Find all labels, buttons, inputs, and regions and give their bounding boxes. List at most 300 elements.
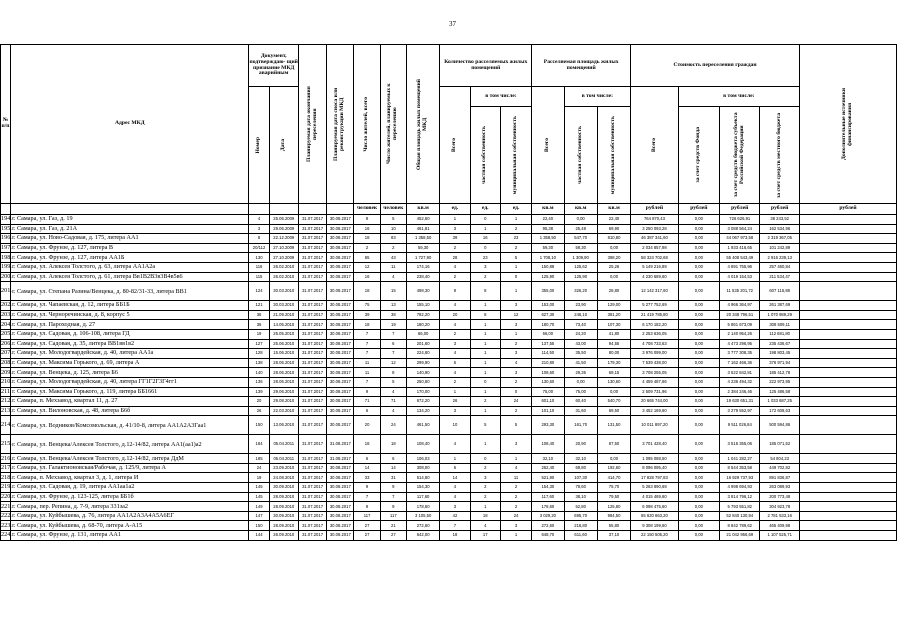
row-residents-total: 11 xyxy=(354,368,380,378)
row-area-total: 154,30 xyxy=(532,483,564,493)
row-demolition-date: 31.08.2017 xyxy=(327,454,354,464)
row-address: г. Самара, ул. Максима Горького, д. 69, литера А xyxy=(11,358,249,368)
row-area-municipal: 55,80 xyxy=(597,521,630,531)
table-row xyxy=(1,224,897,234)
row-cost-local: 261 387,69 xyxy=(760,301,799,311)
row-area-municipal: 79,50 xyxy=(597,492,630,502)
row-rooms-private: 1 xyxy=(470,301,500,311)
row-residents-total: 18 xyxy=(354,435,380,454)
row-doc-number: 4 xyxy=(249,215,269,225)
row-area-total: 59,30 xyxy=(532,243,564,253)
row-rooms-private: 2 xyxy=(470,272,500,282)
row-doc-date: 29.06.2009 xyxy=(269,224,298,234)
col-header-rooms-municipal xyxy=(500,107,531,204)
row-residents-planned: 27 xyxy=(380,531,406,541)
row-address: г. Самара, ул. Венцека, д. 125, литера Б6 xyxy=(11,368,249,378)
row-total-area: 272,60 xyxy=(406,521,439,531)
col-header-total-area-text: Общая площадь жилых помещений МКД xyxy=(416,78,429,170)
row-residents-planned: 7 xyxy=(380,349,406,359)
row-additional-sources xyxy=(799,387,896,397)
row-address: г. Самара, п. Мехзавод, квартал 3, д. 1, литера И xyxy=(11,473,249,483)
unit-cell: рублей xyxy=(799,204,896,215)
row-resettlement-end: 31.07.2017 xyxy=(298,483,326,493)
row-resettlement-end: 31.07.2017 xyxy=(298,234,326,244)
row-demolition-date: 30.08.2017 xyxy=(327,349,354,359)
row-area-total: 648,70 xyxy=(532,531,564,541)
row-area-total: 75,00 xyxy=(532,387,564,397)
row-rooms-municipal: 0 xyxy=(500,272,531,282)
row-address: г. Самара, ул. Садовая, д. 35, литера ВВ1вв1в2 xyxy=(11,339,249,349)
row-total-area: 108,40 xyxy=(406,435,439,454)
row-area-municipal: 25,26 xyxy=(597,262,630,272)
row-total-area: 299,90 xyxy=(406,358,439,368)
row-cost-local: 500 594,86 xyxy=(760,416,799,435)
row-rooms-total: 1 xyxy=(440,387,470,397)
resettlement-table xyxy=(0,44,897,541)
row-residents-planned: 71 xyxy=(380,397,406,407)
row-demolition-date: 30.08.2017 xyxy=(327,387,354,397)
row-area-total: 1 708,10 xyxy=(532,253,564,263)
row-rooms-private: 1 xyxy=(470,387,500,397)
col-header-cost-local-text: за счет средств местного бюджета xyxy=(775,112,782,198)
row-cost-fund: 0,00 xyxy=(678,339,719,349)
row-rooms-municipal: 12 xyxy=(500,310,531,320)
row-rooms-total: 4 xyxy=(440,349,470,359)
row-cost-total: 21 419 785,80 xyxy=(631,310,678,320)
row-cost-fund: 0,00 xyxy=(678,282,719,301)
row-area-private: 43,00 xyxy=(564,339,597,349)
row-total-area: 66,00 xyxy=(406,329,439,339)
row-area-municipal: 414,70 xyxy=(597,473,630,483)
row-demolition-date: 30.08.2017 xyxy=(327,368,354,378)
col-header-cost-fund-text: за счет средств Фонда xyxy=(694,127,701,183)
row-cost-fund: 0,00 xyxy=(678,358,719,368)
row-rooms-total: 3 xyxy=(440,406,470,416)
row-doc-number: 20 xyxy=(249,397,269,407)
row-area-private: 24,20 xyxy=(564,329,597,339)
row-residents-total: 75 xyxy=(354,301,380,311)
row-cost-total: 12 142 317,60 xyxy=(631,282,678,301)
row-area-private: 32,10 xyxy=(564,454,597,464)
row-cost-local: 2 319 367,05 xyxy=(760,234,799,244)
row-doc-date: 26.02.2010 xyxy=(269,272,298,282)
row-area-private: 60,40 xyxy=(564,397,597,407)
row-cost-fund: 0,00 xyxy=(678,463,719,473)
row-total-area: 59,30 xyxy=(406,243,439,253)
row-area-private: 161,70 xyxy=(564,416,597,435)
row-address: г. Самара, ул. Вилоновская, д. 48, литера Б6б xyxy=(11,406,249,416)
row-doc-date: 30.09.2010 xyxy=(269,511,298,521)
row-area-municipal: 41,80 xyxy=(597,329,630,339)
row-address: г. Самара, ул. Максима Горького, д. 119, литера ББ1661 xyxy=(11,387,249,397)
row-residents-total: 7 xyxy=(354,492,380,502)
row-rooms-total: 10 xyxy=(440,416,470,435)
unit-cell: ед. xyxy=(500,204,531,215)
row-rooms-municipal: 5 xyxy=(500,253,531,263)
row-demolition-date: 30.08.2017 xyxy=(327,253,354,263)
row-doc-number: 139 xyxy=(249,387,269,397)
row-number: 214. xyxy=(1,416,11,435)
row-area-municipal: 28,80 xyxy=(597,282,630,301)
row-area-total: 125,90 xyxy=(532,272,564,282)
row-demolition-date: 30.08.2017 xyxy=(327,502,354,512)
col-header-cost-group: Стоимость переселения граждан xyxy=(631,45,800,87)
row-residents-total: 18 xyxy=(354,234,380,244)
row-cost-regional: 2 140 954,26 xyxy=(720,329,760,339)
row-resettlement-end: 31.07.2017 xyxy=(298,272,326,282)
row-cost-total: 2 509 731,96 xyxy=(631,387,678,397)
col-header-area-total xyxy=(532,87,564,204)
row-rooms-municipal: 3 xyxy=(500,301,531,311)
row-area-municipal: 22,40 xyxy=(597,215,630,225)
row-resettlement-end: 31.07.2017 xyxy=(298,473,326,483)
row-doc-number: 127 xyxy=(249,339,269,349)
row-rooms-total: 4 xyxy=(440,320,470,330)
row-cost-regional: 4 891 755,96 xyxy=(720,262,760,272)
col-header-cost-regional xyxy=(720,107,760,204)
row-address: г. Самара, ул. Пароходная, д. 27 xyxy=(11,320,249,330)
row-rooms-municipal: 11 xyxy=(500,473,531,483)
row-residents-total: 71 xyxy=(354,397,380,407)
row-total-area: 224,80 xyxy=(406,349,439,359)
row-rooms-private: 1 xyxy=(470,358,500,368)
row-cost-fund: 0,00 xyxy=(678,224,719,234)
row-rooms-total: 3 xyxy=(440,224,470,234)
row-area-total: 210,80 xyxy=(532,358,564,368)
row-rooms-municipal: 2 xyxy=(500,377,531,387)
row-cost-local: 185 071,52 xyxy=(760,435,799,454)
row-area-total: 22,40 xyxy=(532,215,564,225)
row-area-private: 38,10 xyxy=(564,492,597,502)
row-cost-total: 46 387 341,60 xyxy=(631,234,678,244)
row-rooms-municipal: 2 xyxy=(500,492,531,502)
row-cost-regional: 3 522 842,81 xyxy=(720,368,760,378)
row-cost-total: 6 098 475,60 xyxy=(631,502,678,512)
row-residents-planned: 43 xyxy=(380,253,406,263)
row-rooms-total: 2 xyxy=(440,329,470,339)
col-header-area-municipal-text: муниципальная собственность xyxy=(610,115,617,195)
row-number: 203. xyxy=(1,311,12,319)
unit-cell: ед. xyxy=(470,204,500,215)
row-demolition-date: 30.08.2017 xyxy=(327,243,354,253)
row-doc-date: 14.05.2010 xyxy=(269,320,298,330)
row-number: 217. xyxy=(1,464,12,472)
row-demolition-date: 30.08.2017 xyxy=(327,320,354,330)
row-area-municipal: 0,00 xyxy=(597,243,630,253)
row-cost-total: 22 150 505,20 xyxy=(631,531,678,541)
unit-cell-empty xyxy=(269,204,298,215)
row-number: 206. xyxy=(1,339,12,347)
row-residents-total: 6 xyxy=(354,406,380,416)
row-total-area: 642,00 xyxy=(406,531,439,541)
row-area-private: 326,20 xyxy=(564,282,597,301)
row-area-private: 78,60 xyxy=(564,483,597,493)
col-header-planned-resettlement-end-text: Планируемая дата окончания переселения xyxy=(305,86,318,162)
row-resettlement-end: 31.07.2017 xyxy=(298,368,326,378)
row-rooms-total: 2 xyxy=(440,272,470,282)
row-cost-fund: 0,00 xyxy=(678,368,719,378)
row-rooms-private: 4 xyxy=(470,521,500,531)
row-cost-regional: 21 042 956,69 xyxy=(720,531,760,541)
table-row xyxy=(1,358,897,368)
row-rooms-municipal: 5 xyxy=(500,416,531,435)
row-resettlement-end: 31.07.2017 xyxy=(298,358,326,368)
row-address: г. Самара, ул. Газ, д. 19 xyxy=(11,215,249,225)
row-cost-total: 58 324 702,68 xyxy=(631,253,678,263)
row-rooms-private: 0 xyxy=(470,454,500,464)
row-area-total: 153,00 xyxy=(532,301,564,311)
row-rooms-private: 8 xyxy=(470,282,500,301)
row-rooms-private: 1 xyxy=(470,320,500,330)
row-rooms-municipal: 3 xyxy=(500,349,531,359)
row-area-total: 101,10 xyxy=(532,406,564,416)
row-doc-date: 30.03.2010 xyxy=(269,301,298,311)
row-rooms-total: 3 xyxy=(440,339,470,349)
row-number: 221. xyxy=(1,502,12,510)
row-rooms-municipal: 2 xyxy=(500,483,531,493)
row-cost-regional: 55 408 543,49 xyxy=(720,253,760,263)
row-number: 195. xyxy=(1,224,12,232)
row-area-private: 20,90 xyxy=(564,435,597,454)
row-doc-number: 36 xyxy=(249,320,269,330)
row-rooms-total: 26 xyxy=(440,397,470,407)
row-cost-local: 257 460,84 xyxy=(760,262,799,272)
row-area-municipal: 80,00 xyxy=(597,349,630,359)
row-cost-local: 376 971,94 xyxy=(760,358,799,368)
table-row xyxy=(1,272,897,282)
row-rooms-municipal: 1 xyxy=(500,531,531,541)
col-header-total-area xyxy=(406,45,439,204)
row-total-area: 1 727,90 xyxy=(406,253,439,263)
row-cost-regional: 52 840 130,94 xyxy=(720,511,760,521)
col-header-rooms-municipal-text: муниципальная собственность xyxy=(512,115,519,195)
table-row xyxy=(1,329,897,339)
row-area-municipal: 179,30 xyxy=(597,358,630,368)
row-cost-local: 185 412,78 xyxy=(760,368,799,378)
row-address: г. Самара, ул. Степана Разина/Венцека, д. 80-82/31-33, литера ВВ1 xyxy=(11,282,249,301)
row-rooms-total: 42 xyxy=(440,511,470,521)
col-header-cost-local xyxy=(760,107,799,204)
row-area-municipal: 0,00 xyxy=(597,454,630,464)
row-rooms-private: 23 xyxy=(470,253,500,263)
row-cost-fund: 0,00 xyxy=(678,320,719,330)
row-address: г. Самара, ул. Ново-Садовая, д. 175, литера АА1 xyxy=(11,234,249,244)
row-rooms-total: 1 xyxy=(440,454,470,464)
col-header-address: Адрес МКД xyxy=(11,45,249,204)
row-demolition-date: 30.08.2017 xyxy=(327,282,354,301)
row-number: 198. xyxy=(1,253,12,261)
row-cost-local: 200 773,48 xyxy=(760,492,799,502)
row-rooms-private: 1 xyxy=(470,329,500,339)
row-total-area: 154,30 xyxy=(406,483,439,493)
row-total-area: 106,03 xyxy=(406,454,439,464)
table-row xyxy=(1,416,897,435)
col-header-residents-planned-text: Число жителей, планируемых к переселению xyxy=(386,83,399,165)
row-resettlement-end: 31.07.2017 xyxy=(298,320,326,330)
row-cost-fund: 0,00 xyxy=(678,253,719,263)
row-rooms-municipal: 3 xyxy=(500,435,531,454)
row-cost-total: 5 149 216,89 xyxy=(631,262,678,272)
row-doc-number: 115 xyxy=(249,272,269,282)
row-cost-local: 263 089,93 xyxy=(760,483,799,493)
row-cost-fund: 0,00 xyxy=(678,406,719,416)
row-area-total: 178,60 xyxy=(532,502,564,512)
row-demolition-date: 30.08.2017 xyxy=(327,358,354,368)
table-row xyxy=(1,282,897,301)
row-resettlement-end: 31.07.2017 xyxy=(298,215,326,225)
row-address: г. Самара, ул. Садовая, д. 106-108, литера ГД xyxy=(11,329,249,339)
row-doc-number: 130 xyxy=(249,253,269,263)
row-resettlement-end: 31.07.2017 xyxy=(298,531,326,541)
row-rooms-municipal: 0 xyxy=(500,387,531,397)
row-rooms-private: 1 xyxy=(470,224,500,234)
row-cost-fund: 0,00 xyxy=(678,349,719,359)
row-total-area: 134,20 xyxy=(406,406,439,416)
row-rooms-total: 14 xyxy=(440,473,470,483)
row-cost-fund: 0,00 xyxy=(678,310,719,320)
row-area-municipal: 540,70 xyxy=(597,397,630,407)
row-cost-fund: 0,00 xyxy=(678,243,719,253)
row-additional-sources xyxy=(799,262,896,272)
row-resettlement-end: 31.07.2017 xyxy=(298,502,326,512)
row-address: г. Самара, ул. Фрунзе, д. 131, литера АА1 xyxy=(11,531,249,541)
row-cost-regional: 5 793 551,82 xyxy=(720,502,760,512)
row-additional-sources xyxy=(799,435,896,454)
row-area-private: 0,00 xyxy=(564,377,597,387)
row-cost-fund: 0,00 xyxy=(678,397,719,407)
row-cost-fund: 0,00 xyxy=(678,329,719,339)
row-additional-sources xyxy=(799,511,896,521)
row-residents-total: 65 xyxy=(354,253,380,263)
row-demolition-date: 30.08.2017 xyxy=(327,262,354,272)
row-residents-total: 39 xyxy=(354,310,380,320)
row-cost-fund: 0,00 xyxy=(678,502,719,512)
row-doc-date: 21.09.2010 xyxy=(269,310,298,320)
col-header-area-private-text: частная собственность xyxy=(576,126,583,184)
table-row xyxy=(1,435,897,454)
row-resettlement-end: 31.07.2017 xyxy=(298,339,326,349)
row-area-private: 35,50 xyxy=(564,349,597,359)
row-cost-local: 101 242,89 xyxy=(760,243,799,253)
row-additional-sources xyxy=(799,215,896,225)
row-cost-total: 5 277 752,69 xyxy=(631,301,678,311)
row-rooms-municipal: 3 xyxy=(500,521,531,531)
row-residents-total: 18 xyxy=(354,282,380,301)
row-demolition-date: 30.08.2017 xyxy=(327,224,354,234)
row-rooms-municipal: 2 xyxy=(500,339,531,349)
row-total-area: 672,20 xyxy=(406,397,439,407)
table-row xyxy=(1,215,897,225)
row-area-municipal: 0,00 xyxy=(597,272,630,282)
row-residents-total: 12 xyxy=(354,262,380,272)
row-residents-planned: 4 xyxy=(380,387,406,397)
table-row xyxy=(1,377,897,387)
row-cost-regional: 1 933 416,65 xyxy=(720,243,760,253)
row-total-area: 308,00 xyxy=(406,463,439,473)
row-doc-number: 149 xyxy=(249,502,269,512)
row-additional-sources xyxy=(799,282,896,301)
row-doc-date: 24.08.2010 xyxy=(269,473,298,483)
row-address: г. Самара, ул. Алексея Толстого, д. 61, литера Вв1В2В3в3В4в5в6 xyxy=(11,272,249,282)
row-demolition-date: 30.08.2017 xyxy=(327,531,354,541)
row-doc-date: 28.09.2010 xyxy=(269,492,298,502)
row-rooms-private: 1 xyxy=(470,502,500,512)
row-residents-total: 27 xyxy=(354,531,380,541)
row-resettlement-end: 31.07.2017 xyxy=(298,454,326,464)
row-cost-total: 3 701 428,40 xyxy=(631,435,678,454)
row-additional-sources xyxy=(799,358,896,368)
row-additional-sources xyxy=(799,272,896,282)
row-cost-local: 1 070 989,29 xyxy=(760,310,799,320)
resettlement-table-sheet xyxy=(0,44,905,541)
row-residents-planned: 38 xyxy=(380,310,406,320)
row-total-area: 461,50 xyxy=(406,416,439,435)
row-address: г. Самара, ул. Куйбышева, д. 68-70, литера А-А15 xyxy=(11,521,249,531)
row-doc-number: 185 xyxy=(249,454,269,464)
row-cost-regional: 19 630 651,31 xyxy=(720,397,760,407)
row-cost-regional: 4 966 364,97 xyxy=(720,301,760,311)
col-header-planned-demolition xyxy=(327,45,354,204)
row-number: 222. xyxy=(1,512,12,520)
row-cost-local: 54 804,23 xyxy=(760,454,799,464)
row-resettlement-end: 31.07.2017 xyxy=(298,301,326,311)
row-residents-planned: 5 xyxy=(380,215,406,225)
row-doc-date: 27.10.2009 xyxy=(269,243,298,253)
row-additional-sources xyxy=(799,253,896,263)
col-header-additional-sources xyxy=(799,45,896,204)
col-header-cost-total xyxy=(631,87,678,204)
row-area-private: 246,10 xyxy=(564,310,597,320)
col-header-doc-date-text: Дата xyxy=(279,138,286,152)
row-residents-planned: 31 xyxy=(380,473,406,483)
row-rooms-total: 39 xyxy=(440,234,470,244)
row-number: 213. xyxy=(1,406,12,414)
row-doc-number: 116 xyxy=(249,262,269,272)
row-rooms-total: 7 xyxy=(440,521,470,531)
row-doc-number: 8 xyxy=(249,234,269,244)
row-rooms-private: 16 xyxy=(470,234,500,244)
row-rooms-total: 20 xyxy=(440,310,470,320)
row-doc-date: 25.06.2009 xyxy=(269,215,298,225)
row-area-private: 31,60 xyxy=(564,406,597,416)
row-area-total: 66,00 xyxy=(532,329,564,339)
row-residents-planned: 5 xyxy=(380,377,406,387)
row-doc-number: 19 xyxy=(249,473,269,483)
row-additional-sources xyxy=(799,473,896,483)
row-area-private: 23,90 xyxy=(564,301,597,311)
col-header-area-private xyxy=(564,107,597,204)
row-residents-planned: 117 xyxy=(380,511,406,521)
row-rooms-private: 1 xyxy=(470,406,500,416)
row-resettlement-end: 31.07.2017 xyxy=(298,282,326,301)
unit-cell-empty xyxy=(327,204,354,215)
row-address: г. Самара, пер. Репина, д. 7-9, литера 331за2 xyxy=(11,502,249,512)
row-cost-total: 3 708 255,05 xyxy=(631,368,678,378)
row-total-area: 117,60 xyxy=(406,492,439,502)
row-cost-regional: 4 019 154,53 xyxy=(720,272,760,282)
col-header-area-municipal xyxy=(597,107,630,204)
row-residents-planned: 14 xyxy=(380,463,406,473)
row-address: г. Самара, ул. Чапаевская, д. 12, литера ББ1Б xyxy=(11,301,249,311)
row-cost-fund: 0,00 xyxy=(678,483,719,493)
row-residents-planned: 6 xyxy=(380,339,406,349)
row-area-private: 125,62 xyxy=(564,262,597,272)
row-resettlement-end: 31.07.2017 xyxy=(298,463,326,473)
row-rooms-private: 2 xyxy=(470,492,500,502)
row-cost-total: 2 253 636,05 xyxy=(631,329,678,339)
row-additional-sources xyxy=(799,320,896,330)
row-total-area: 140,90 xyxy=(406,368,439,378)
